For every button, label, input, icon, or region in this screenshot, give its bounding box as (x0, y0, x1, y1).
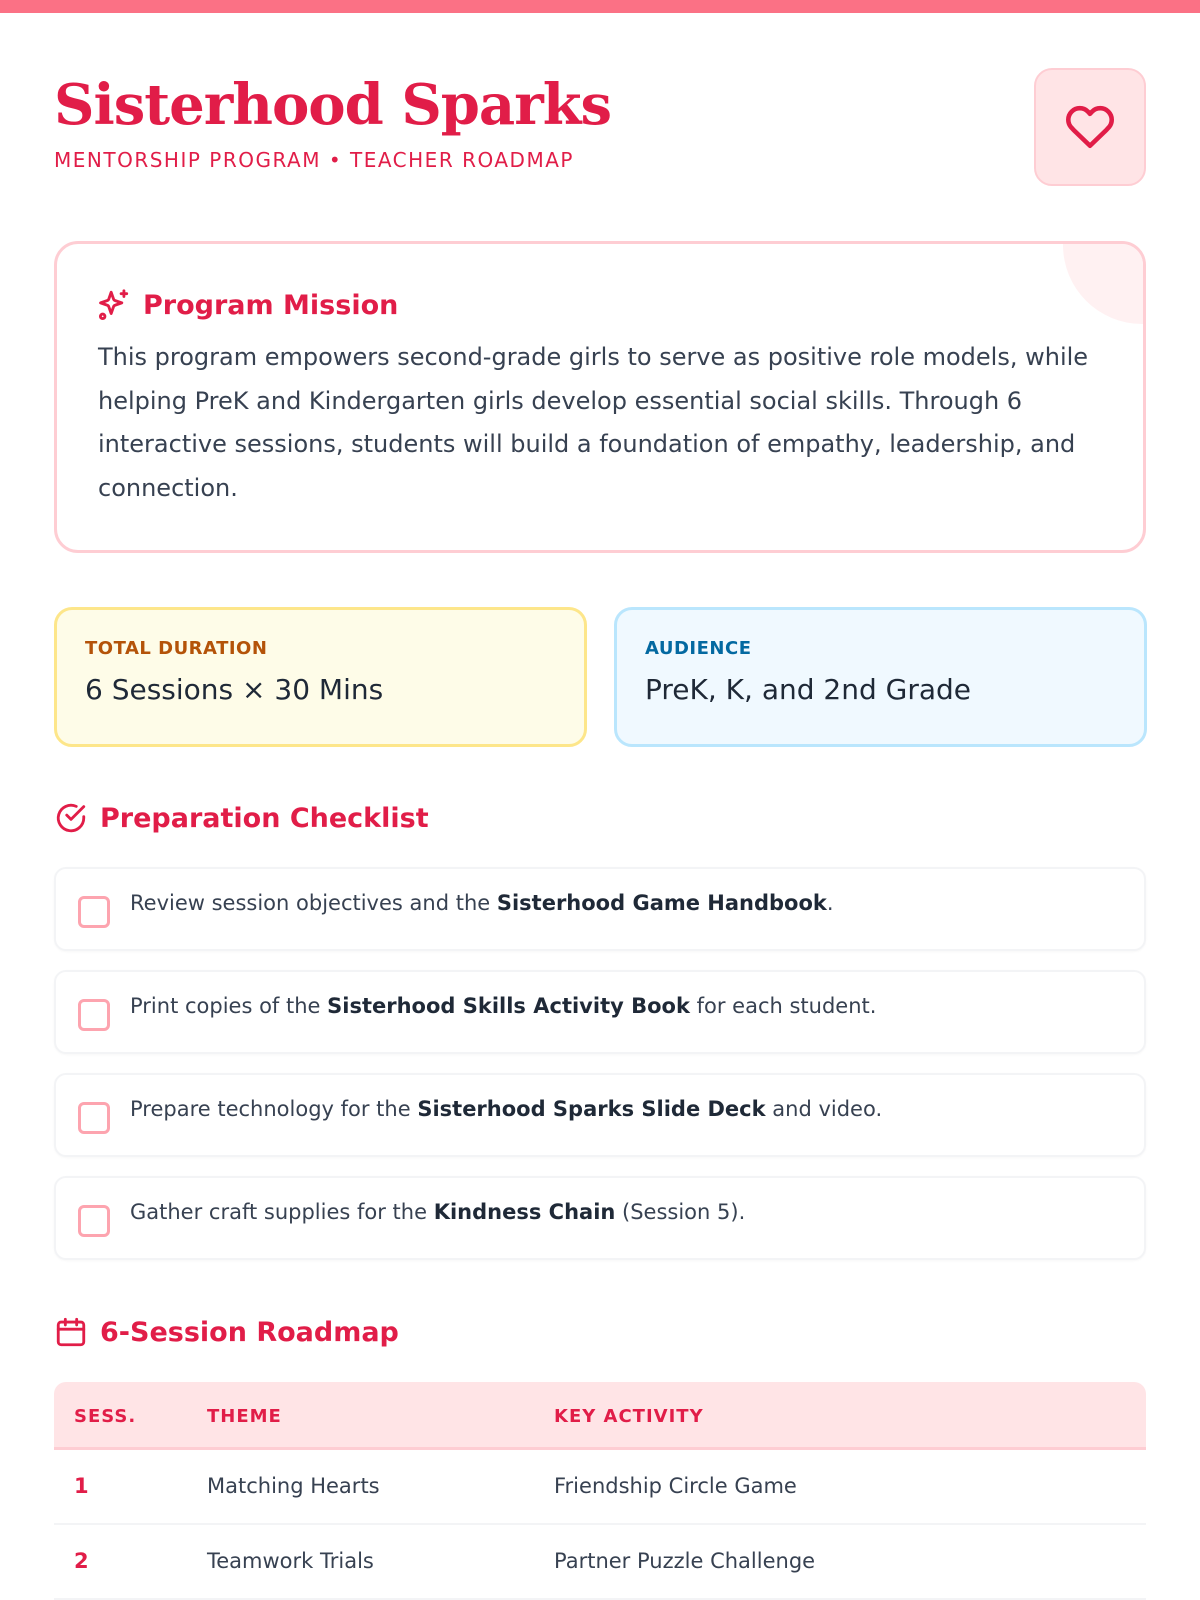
audience-card (614, 607, 1147, 747)
duration-value: 6 Sessions × 30 Mins (85, 673, 384, 706)
calendar-icon (54, 1315, 88, 1349)
heart-icon (1065, 102, 1115, 152)
column-header-session: SESS. (74, 1406, 137, 1427)
session-number: 1 (74, 1474, 89, 1498)
favorite-button[interactable] (1034, 68, 1146, 186)
checklist-item-resource: Kindness Chain (433, 1200, 616, 1224)
roadmap-title: 6-Session Roadmap (100, 1316, 399, 1348)
duration-label: TOTAL DURATION (85, 638, 268, 659)
checklist-title: Preparation Checklist (100, 802, 429, 834)
session-number: 2 (74, 1549, 89, 1573)
checklist-item (54, 970, 1146, 1054)
audience-label: AUDIENCE (645, 638, 752, 659)
table-row (54, 1450, 1146, 1525)
session-activity: Partner Puzzle Challenge (554, 1549, 816, 1573)
sparkles-icon (97, 288, 131, 322)
column-header-theme: THEME (207, 1406, 282, 1427)
checklist-checkbox[interactable] (78, 1102, 110, 1134)
checklist-checkbox[interactable] (78, 999, 110, 1031)
checklist-item-text: Review session objectives and the Sisterhood Game Handbook. (130, 891, 834, 915)
duration-card (54, 607, 587, 747)
checklist-item-text: Prepare technology for the Sisterhood Sparks Slide Deck and video. (130, 1097, 883, 1121)
session-theme: Matching Hearts (207, 1474, 380, 1498)
checklist-item-resource: Sisterhood Game Handbook (496, 891, 827, 915)
table-header (54, 1382, 1146, 1450)
session-theme: Teamwork Trials (207, 1549, 374, 1573)
mission-heading (97, 288, 398, 322)
checklist-item-resource: Sisterhood Sparks Slide Deck (417, 1097, 766, 1121)
decorative-corner (1063, 241, 1146, 324)
table-row (54, 1525, 1146, 1600)
mission-text: This program empowers second-grade girls to serve as positive role models, while helping PreK and Kindergarten girls develop essential social skills. Through 6 interactive sessions, students will build a foundation of empathy, leadership, and connection. (98, 343, 1089, 502)
checklist-item-text: Gather craft supplies for the Kindness Chain (Session 5). (130, 1200, 746, 1224)
page-subtitle: MENTORSHIP PROGRAM • TEACHER ROADMAP (54, 148, 574, 172)
checklist-item-text: Print copies of the Sisterhood Skills Activity Book for each student. (130, 994, 877, 1018)
checklist-item (54, 867, 1146, 951)
check-circle-icon (54, 801, 88, 835)
roadmap-heading (54, 1315, 399, 1349)
checklist-heading (54, 801, 429, 835)
session-activity: Friendship Circle Game (554, 1474, 797, 1498)
checklist-checkbox[interactable] (78, 1205, 110, 1237)
mission-title: Program Mission (143, 289, 399, 321)
top-accent-bar (0, 0, 1200, 13)
checklist-item-resource: Sisterhood Skills Activity Book (327, 994, 690, 1018)
column-header-activity: KEY ACTIVITY (554, 1406, 704, 1427)
checklist-item (54, 1176, 1146, 1260)
roadmap-table (54, 1382, 1146, 1600)
checklist-item (54, 1073, 1146, 1157)
page-title: Sisterhood Sparks (54, 72, 612, 138)
mission-card (54, 241, 1146, 553)
checklist-checkbox[interactable] (78, 896, 110, 928)
page-header (54, 70, 1146, 190)
audience-value: PreK, K, and 2nd Grade (645, 673, 972, 706)
